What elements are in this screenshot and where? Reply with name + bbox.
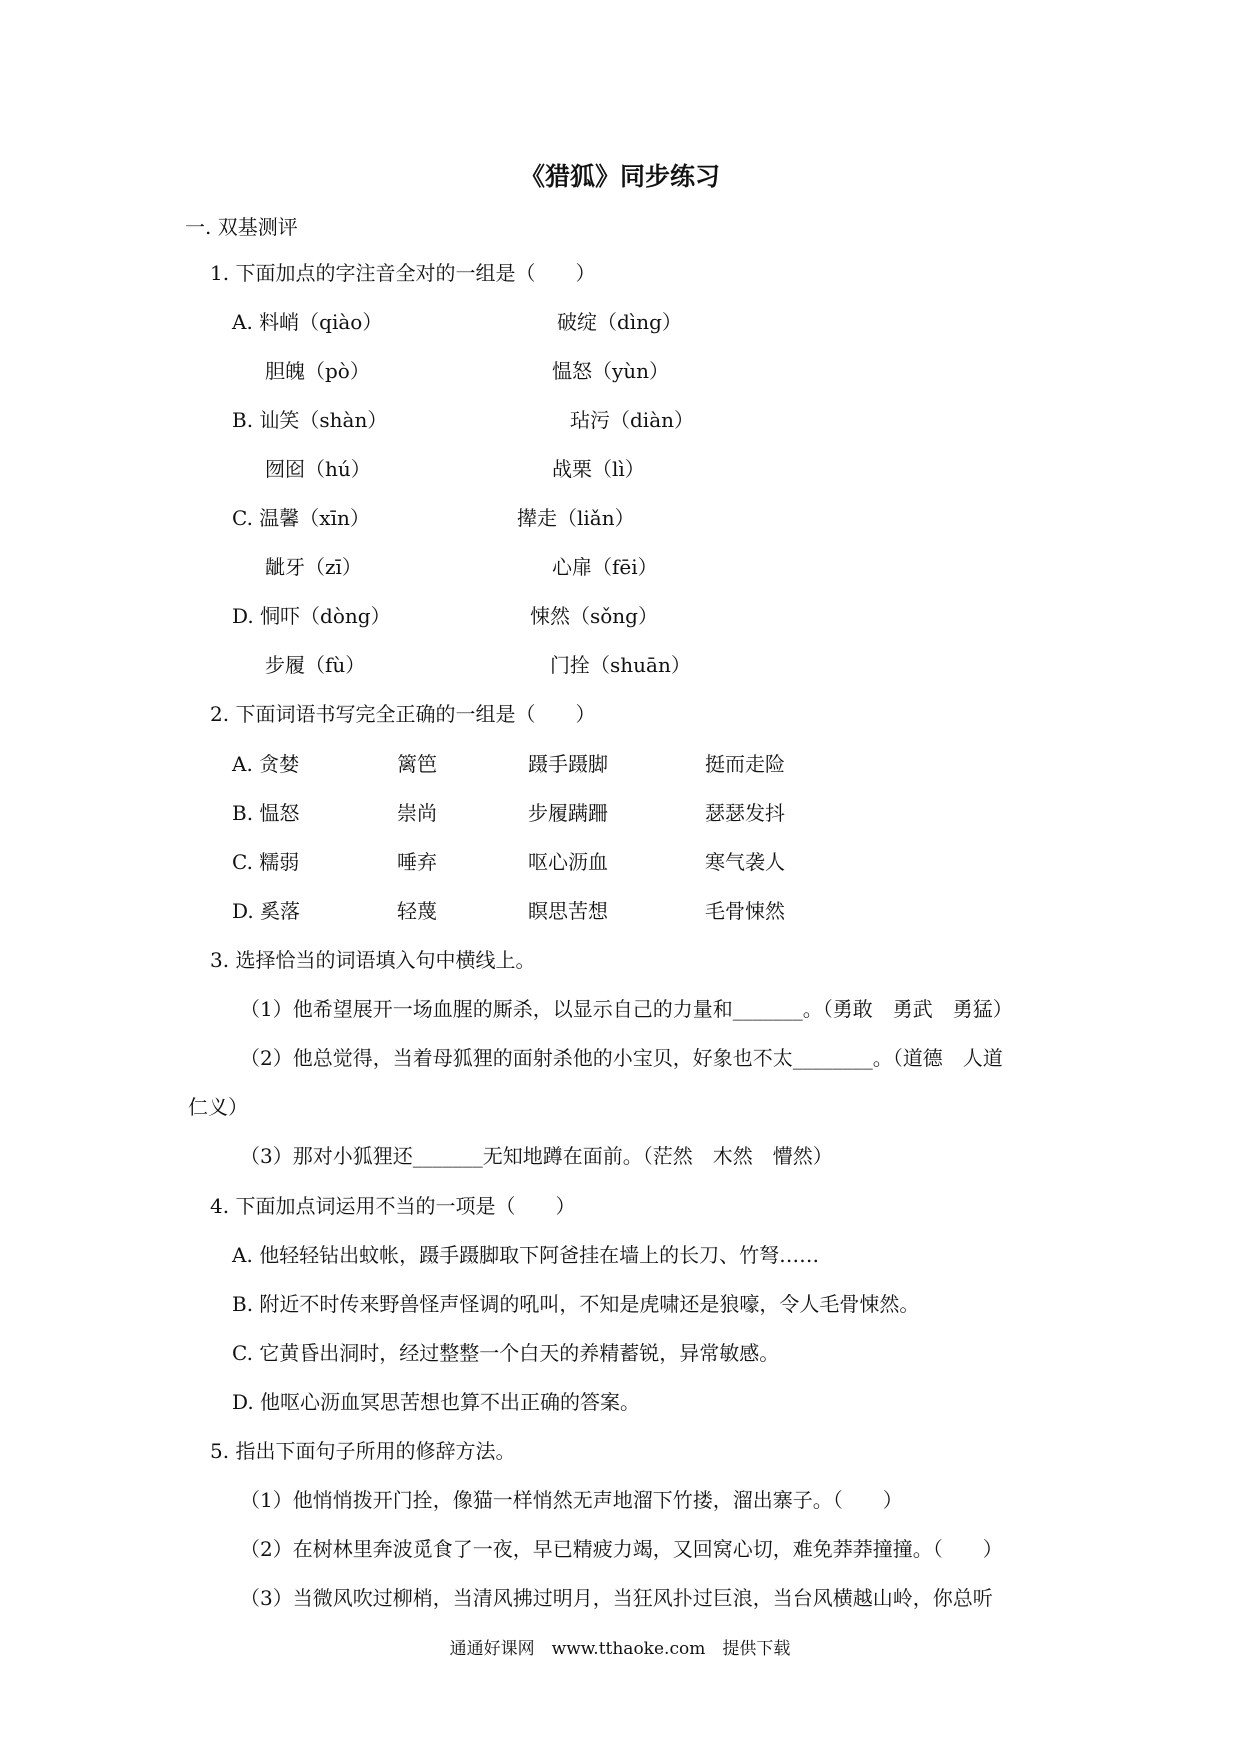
q5-stem: 5. 指出下面句子所用的修辞方法。 bbox=[210, 1439, 516, 1463]
q3-sentence-3: （3）那对小狐狸还_______无知地蹲在面前。（茫然 木然 懵然） bbox=[240, 1144, 833, 1168]
q2-c-word-3: 呕心沥血 bbox=[528, 850, 608, 874]
q2-a-word-1: A. 贪婪 bbox=[232, 752, 300, 776]
q2-c-word-4: 寒气袭人 bbox=[705, 850, 785, 874]
q2-a-word-3: 蹑手蹑脚 bbox=[528, 752, 608, 776]
q1-b-left-1: B. 讪笑（shàn） bbox=[232, 408, 388, 432]
q1-a-left-1: A. 料峭（qiào） bbox=[232, 310, 383, 334]
q2-a-word-2: 篱笆 bbox=[397, 752, 437, 776]
q5-sentence-3: （3）当微风吹过柳梢，当清风拂过明月，当狂风扑过巨浪，当台风横越山岭，你总听 bbox=[240, 1586, 993, 1610]
q5-sentence-2: （2）在树林里奔波觅食了一夜，早已精疲力竭，又回窝心切，难免莽莽撞撞。（ ） bbox=[240, 1537, 1003, 1561]
q2-c-word-2: 唾弃 bbox=[397, 850, 437, 874]
q2-b-word-1: B. 愠怒 bbox=[232, 801, 300, 825]
q1-d-left-2: 步履（fù） bbox=[265, 653, 366, 677]
page-title: 《猎狐》同步练习 bbox=[519, 162, 720, 191]
q2-b-word-4: 瑟瑟发抖 bbox=[705, 801, 785, 825]
page-footer: 通通好课网 www.tthaoke.com 提供下载 bbox=[449, 1639, 791, 1659]
q1-b-right-1: 玷污（diàn） bbox=[570, 408, 695, 432]
q2-c-word-1: C. 糯弱 bbox=[232, 850, 300, 874]
q2-d-word-1: D. 奚落 bbox=[232, 899, 301, 923]
q4-option-b: B. 附近不时传来野兽怪声怪调的吼叫，不知是虎啸还是狼嚎，令人毛骨悚然。 bbox=[232, 1292, 920, 1316]
q1-c-left-2: 龇牙（zī） bbox=[265, 555, 362, 579]
q1-d-right-1: 悚然（sǒng） bbox=[530, 604, 658, 628]
q4-stem: 4. 下面加点词运用不当的一项是（ ） bbox=[210, 1194, 576, 1218]
q1-d-left-1: D. 恫吓（dòng） bbox=[232, 604, 391, 628]
q1-d-right-2: 门拴（shuān） bbox=[550, 653, 691, 677]
q2-b-word-3: 步履蹒跚 bbox=[528, 801, 608, 825]
q2-a-word-4: 挺而走险 bbox=[705, 752, 785, 776]
section-heading: 一. 双基测评 bbox=[185, 215, 298, 239]
q4-option-d: D. 他呕心沥血冥思苦想也算不出正确的答案。 bbox=[232, 1390, 641, 1414]
q4-option-c: C. 它黄昏出洞时，经过整整一个白天的养精蓄锐，异常敏感。 bbox=[232, 1341, 780, 1365]
q2-d-word-4: 毛骨悚然 bbox=[705, 899, 785, 923]
q1-c-right-1: 撵走（liǎn） bbox=[517, 506, 635, 530]
q5-sentence-1: （1）他悄悄拨开门拴，像猫一样悄然无声地溜下竹搂，溜出寨子。（ ） bbox=[240, 1488, 903, 1512]
q3-stem: 3. 选择恰当的词语填入句中横线上。 bbox=[210, 948, 536, 972]
q4-option-a: A. 他轻轻钻出蚊帐，蹑手蹑脚取下阿爸挂在墙上的长刀、竹弩…… bbox=[232, 1243, 820, 1267]
q2-d-word-2: 轻蔑 bbox=[397, 899, 437, 923]
q3-sentence-1: （1）他希望展开一场血腥的厮杀，以显示自己的力量和_______。（勇敢 勇武 勇猛） bbox=[240, 997, 1013, 1021]
q1-b-left-2: 囫囵（hú） bbox=[265, 457, 371, 481]
q3-sentence-2: （2）他总觉得，当着母狐狸的面射杀他的小宝贝，好象也不太________。（道德 人道 bbox=[240, 1046, 1003, 1070]
q1-a-left-2: 胆魄（pò） bbox=[265, 359, 370, 383]
q1-a-right-2: 愠怒（yùn） bbox=[552, 359, 670, 383]
q1-c-right-2: 心扉（fēi） bbox=[552, 555, 658, 579]
q3-sentence-2-cont: 仁义） bbox=[188, 1095, 248, 1119]
q2-stem: 2. 下面词语书写完全正确的一组是（ ） bbox=[210, 702, 596, 726]
q1-a-right-1: 破绽（dìng） bbox=[557, 310, 682, 334]
q2-b-word-2: 崇尚 bbox=[397, 801, 437, 825]
q1-b-right-2: 战栗（lì） bbox=[552, 457, 645, 481]
q1-stem: 1. 下面加点的字注音全对的一组是（ ） bbox=[210, 261, 596, 285]
q2-d-word-3: 瞑思苦想 bbox=[528, 899, 608, 923]
q1-c-left-1: C. 温馨（xīn） bbox=[232, 506, 370, 530]
